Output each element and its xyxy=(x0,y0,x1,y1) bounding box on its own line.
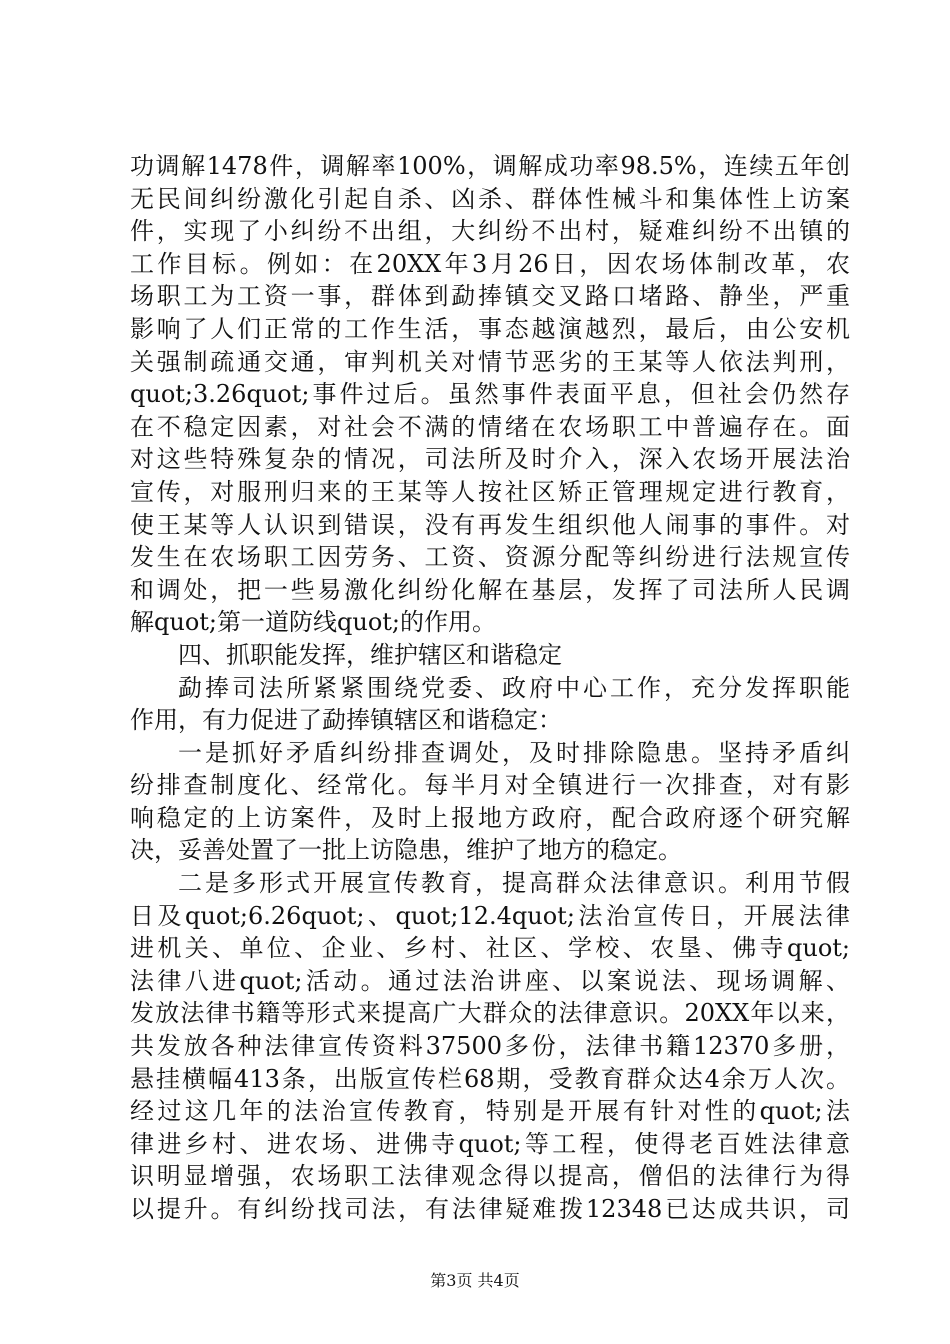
page-number-footer: 第3页 共4页 xyxy=(430,1271,520,1290)
text-line: 悬挂横幅413条，出版宣传栏68期，受教育群众达4余万人次。 xyxy=(130,1064,850,1093)
text-line: 律进乡村、进农场、进佛寺quot;等工程，使得老百姓法律意 xyxy=(130,1129,850,1158)
text-line: 件，实现了小纠纷不出组，大纠纷不出村，疑难纠纷不出镇的 xyxy=(130,217,850,246)
text-line: 和调处，把一些易激化纠纷化解在基层，发挥了司法所人民调 xyxy=(130,575,850,604)
text-line: 在不稳定因素，对社会不满的情绪在农场职工中普遍存在。面 xyxy=(130,412,850,441)
text-line: 场职工为工资一事，群体到勐捧镇交叉路口堵路、静坐，严重 xyxy=(130,282,850,311)
text-line: 法律八进quot;活动。通过法治讲座、以案说法、现场调解、 xyxy=(130,966,850,995)
text-line: 功调解1478件，调解率100%，调解成功率98.5%，连续五年创 xyxy=(130,152,850,180)
text-line: 以提升。有纠纷找司法，有法律疑难拨12348已达成共识，司 xyxy=(130,1195,850,1223)
text-line: 影响了人们正常的工作生活，事态越演越烈，最后，由公安机 xyxy=(130,314,850,343)
text-line: 进机关、单位、企业、乡村、社区、学校、农垦、佛寺quot; xyxy=(130,934,850,963)
text-line: 宣传，对服刑归来的王某等人按社区矫正管理规定进行教育， xyxy=(130,477,850,506)
text-line: 响稳定的上访案件，及时上报地方政府，配合政府逐个研究解 xyxy=(130,803,850,832)
text-line: 作用，有力促进了勐捧镇辖区和谐稳定： xyxy=(130,706,562,735)
text-line: 日及quot;6.26quot;、quot;12.4quot;法治宣传日，开展法律 xyxy=(130,901,850,930)
text-line: 勐捧司法所紧紧围绕党委、政府中心工作，充分发挥职能 xyxy=(178,673,850,702)
text-line: 无民间纠纷激化引起自杀、凶杀、群体性械斗和集体性上访案 xyxy=(130,184,850,213)
text-line: 关强制疏通交通，审判机关对情节恶劣的王某等人依法判刑， xyxy=(130,347,850,376)
text-line: 发放法律书籍等形式来提高广大群众的法律意识。20XX年以来， xyxy=(130,999,850,1028)
body-text xyxy=(130,150,850,1226)
text-line: 发生在农场职工因劳务、工资、资源分配等纠纷进行法规宣传 xyxy=(130,543,850,572)
text-line: 纷排查制度化、经常化。每半月对全镇进行一次排查，对有影 xyxy=(130,771,850,800)
text-line: 对这些特殊复杂的情况，司法所及时介入，深入农场开展法治 xyxy=(130,445,850,474)
text-line: 经过这几年的法治宣传教育，特别是开展有针对性的quot;法 xyxy=(130,1097,850,1126)
text-line: 解quot;第一道防线quot;的作用。 xyxy=(130,608,496,637)
text-line: 决，妥善处置了一批上访隐患，维护了地方的稳定。 xyxy=(130,836,682,865)
section-heading: 四、抓职能发挥，维护辖区和谐稳定 xyxy=(178,640,562,669)
text-line: 使王某等人认识到错误，没有再发生组织他人闹事的事件。对 xyxy=(130,510,850,539)
text-line: 工作目标。例如：在20XX年3月26日，因农场体制改革，农 xyxy=(130,249,850,278)
text-line: 共发放各种法律宣传资料37500多份，法律书籍12370多册， xyxy=(130,1032,850,1061)
text-line: 识明显增强，农场职工法律观念得以提高，僧侣的法律行为得 xyxy=(130,1162,850,1191)
text-line: quot;3.26quot;事件过后。虽然事件表面平息，但社会仍然存 xyxy=(130,380,850,409)
text-line: 一是抓好矛盾纠纷排查调处，及时排除隐患。坚持矛盾纠 xyxy=(178,738,850,767)
text-line: 二是多形式开展宣传教育，提高群众法律意识。利用节假 xyxy=(178,869,850,898)
